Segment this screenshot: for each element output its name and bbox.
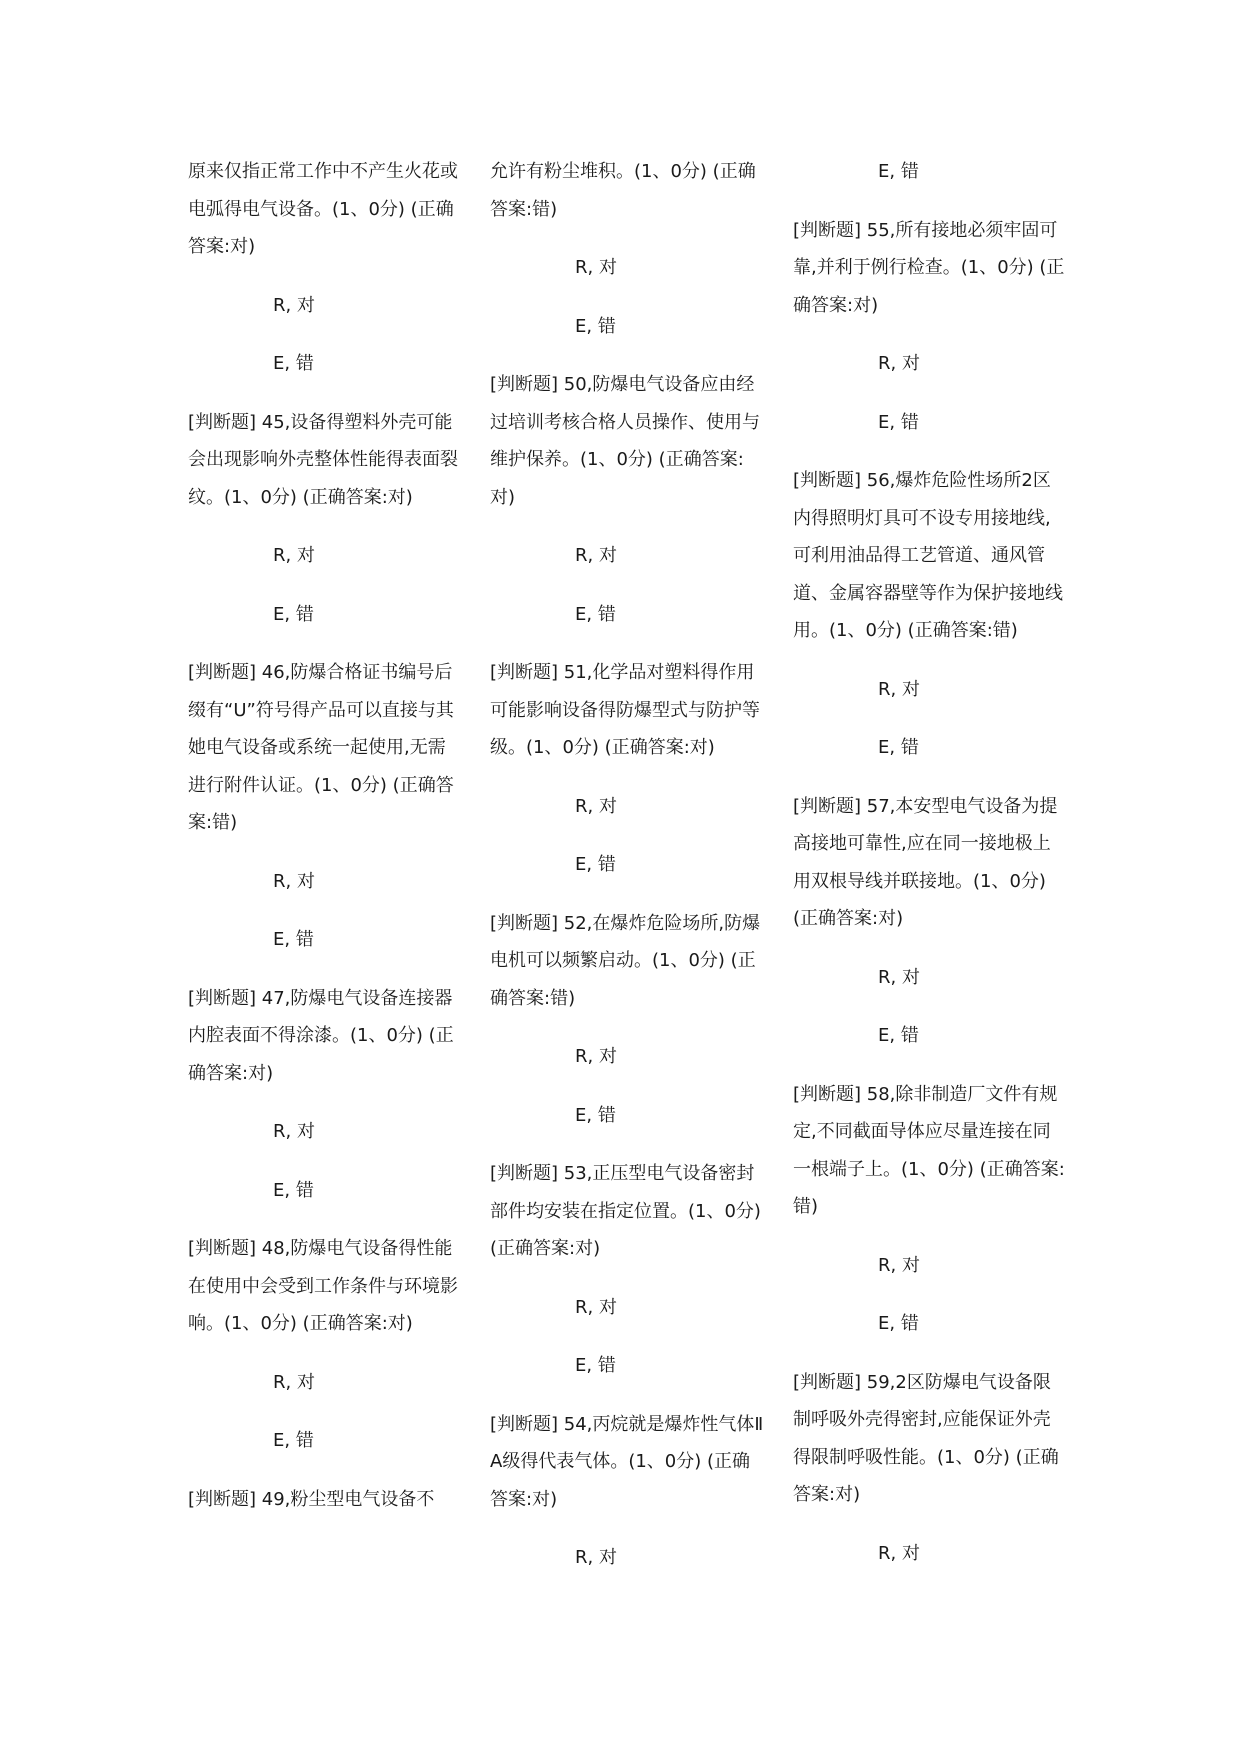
answer-option: E, 错: [878, 1025, 919, 1046]
answer-option: R, 对: [575, 1046, 617, 1067]
question-text: [判断题] 53,正压型电气设备密封部件均安装在指定位置。(1、0分) (正确答案:对): [490, 1163, 761, 1259]
question-text: [判断题] 56,爆炸危险性场所2区内得照明灯具可不设专用接地线,可利用油品得工艺管道、通风管道、金属容器壁等作为保护接地线用。(1、0分) (正确答案:错): [793, 470, 1063, 641]
question-text: 原来仅指正常工作中不产生火花或电弧得电气设备。(1、0分) (正确答案:对): [188, 161, 458, 257]
answer-option: E, 错: [878, 411, 919, 433]
answer-option: R, 对: [273, 294, 315, 316]
answer-option: R, 对: [273, 1371, 315, 1393]
question-text: [判断题] 54,丙烷就是爆炸性气体ⅡA级得代表气体。(1、0分) (正确答案:对): [490, 1413, 764, 1510]
question-text: [判断题] 58,除非制造厂文件有规定,不同截面导体应尽量连接在同一根端子上。(1、0分) (正确答案:错): [793, 1083, 1065, 1217]
answer-option: R, 对: [575, 795, 617, 817]
question-text: [判断题] 48,防爆电气设备得性能在使用中会受到工作条件与环境影响。(1、0分) (正确答案:对): [188, 1238, 458, 1334]
question-text: [判断题] 47,防爆电气设备连接器内腔表面不得涂漆。(1、0分) (正确答案:对): [188, 987, 454, 1084]
answer-option: E, 错: [878, 161, 919, 182]
answer-option: R, 对: [878, 678, 920, 700]
column-3: [793, 153, 1068, 1572]
column-1: [188, 153, 463, 1518]
question-text: [判断题] 45,设备得塑料外壳可能会出现影响外壳整体性能得表面裂纹。(1、0分) (正确答案:对): [188, 411, 458, 508]
answer-option: E, 错: [273, 1179, 314, 1201]
answer-option: E, 错: [575, 854, 616, 875]
question-text: [判断题] 46,防爆合格证书编号后缀有“U”符号得产品可以直接与其她电气设备或系统一起使用,无需进行附件认证。(1、0分) (正确答案:错): [188, 662, 454, 833]
answer-option: R, 对: [878, 966, 920, 988]
question-text: [判断题] 49,粉尘型电气设备不: [188, 1488, 435, 1510]
answer-option: R, 对: [878, 1254, 920, 1276]
answer-option: E, 错: [878, 1313, 919, 1334]
question-text: [判断题] 51,化学品对塑料得作用可能影响设备得防爆型式与防护等级。(1、0分) (正确答案:对): [490, 662, 760, 758]
question-text: [判断题] 59,2区防爆电气设备限制呼吸外壳得密封,应能保证外壳得限制呼吸性能。(1、0分) (正确答案:对): [793, 1371, 1059, 1505]
answer-option: E, 错: [575, 603, 616, 625]
question-text: 允许有粉尘堆积。(1、0分) (正确答案:错): [490, 161, 756, 220]
answer-option: R, 对: [575, 1296, 617, 1318]
answer-option: E, 错: [273, 603, 314, 625]
question-text: [判断题] 52,在爆炸危险场所,防爆电机可以频繁启动。(1、0分) (正确答案:错): [490, 912, 761, 1009]
answer-option: R, 对: [273, 1121, 315, 1142]
answer-option: R, 对: [273, 870, 315, 892]
answer-option: E, 错: [878, 737, 919, 758]
column-2: [490, 153, 765, 1577]
answer-option: R, 对: [273, 545, 315, 566]
question-text: [判断题] 50,防爆电气设备应由经过培训考核合格人员操作、使用与维护保养。(1、0分) (正确答案:对): [490, 374, 760, 508]
question-text: [判断题] 57,本安型电气设备为提高接地可靠性,应在同一接地极上用双根导线并联接地。(1、0分) (正确答案:对): [793, 795, 1058, 929]
question-text: [判断题] 55,所有接地必须牢固可靠,并利于例行检查。(1、0分) (正确答案:对): [793, 219, 1065, 316]
answer-option: E, 错: [575, 1104, 616, 1126]
answer-option: R, 对: [575, 257, 617, 278]
answer-option: E, 错: [575, 315, 616, 337]
answer-option: E, 错: [273, 353, 314, 374]
answer-option: E, 错: [273, 1430, 314, 1451]
answer-option: E, 错: [575, 1355, 616, 1376]
answer-option: R, 对: [575, 1547, 617, 1568]
answer-option: R, 对: [575, 545, 617, 566]
answer-option: E, 错: [273, 929, 314, 950]
answer-option: R, 对: [878, 1542, 920, 1564]
answer-option: R, 对: [878, 353, 920, 374]
